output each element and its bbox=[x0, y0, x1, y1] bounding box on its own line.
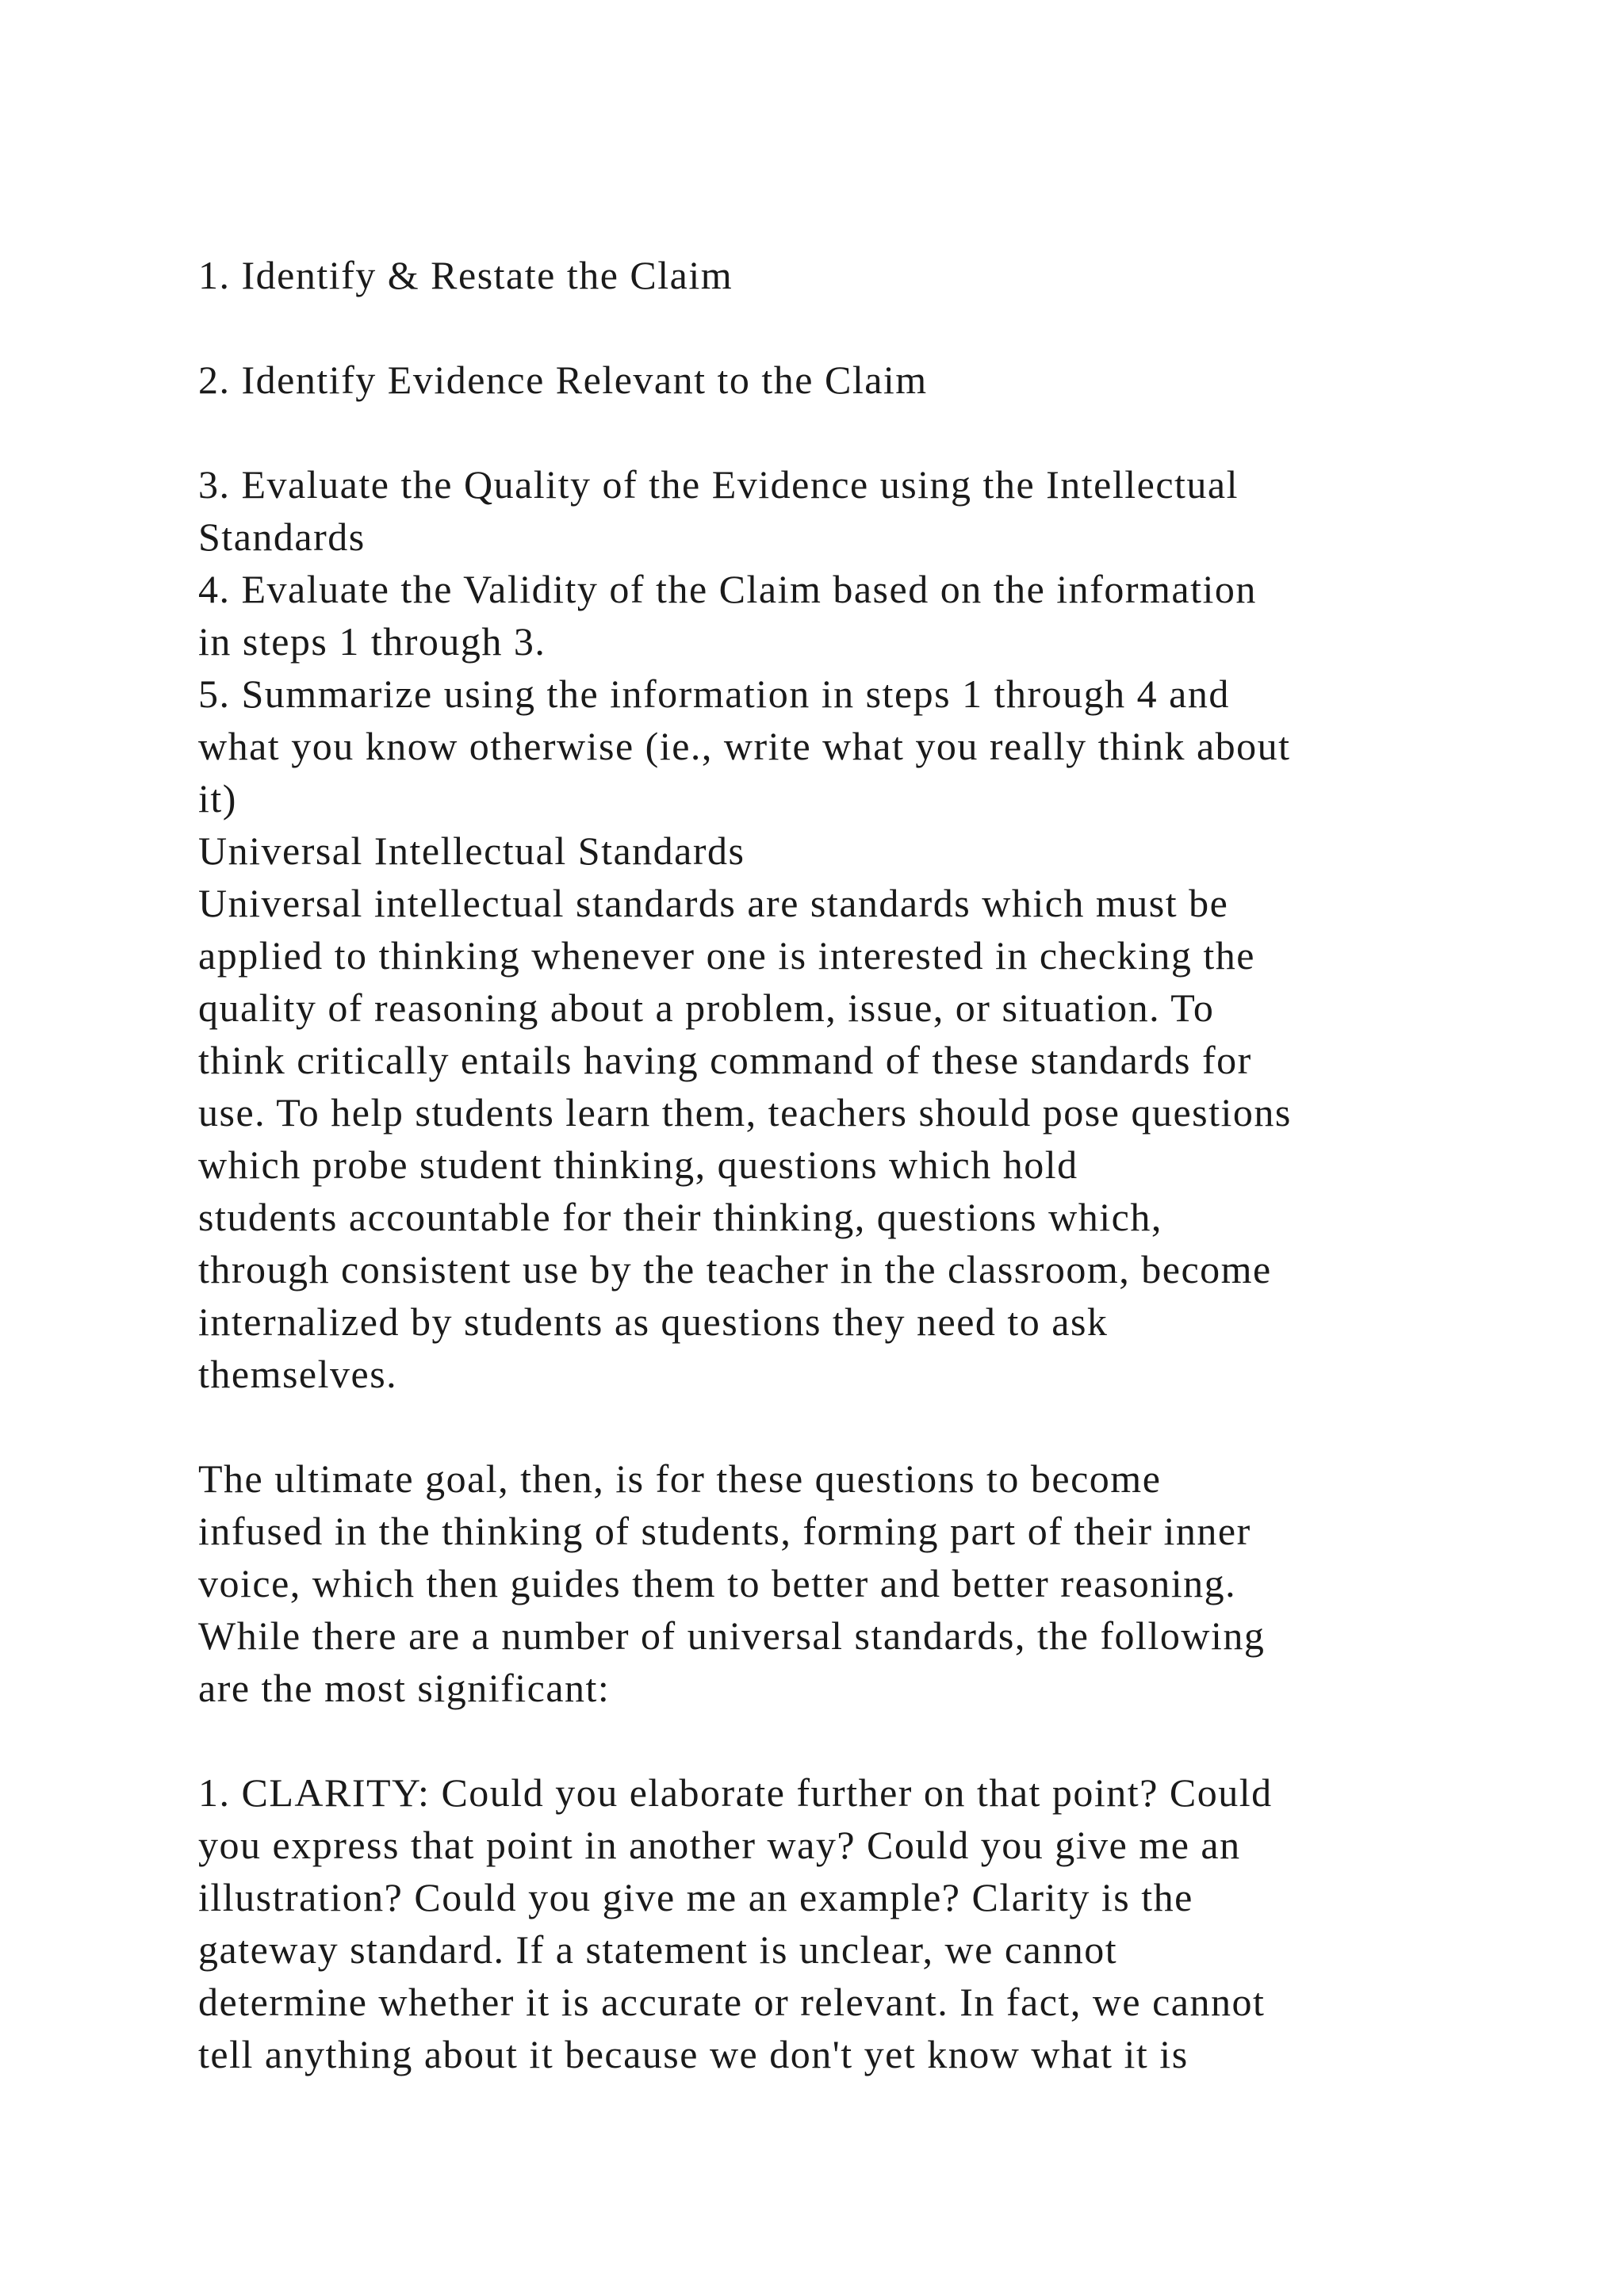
clarity-line: 1. CLARITY: Could you elaborate further on that point? Could bbox=[198, 1770, 1273, 1815]
paragraph-line: quality of reasoning about a problem, issue, or situation. To bbox=[198, 985, 1215, 1030]
clarity-line: you express that point in another way? Could you give me an bbox=[198, 1823, 1241, 1867]
paragraph-line: use. To help students learn them, teachers should pose questions bbox=[198, 1090, 1292, 1135]
clarity-line: determine whether it is accurate or relevant. In fact, we cannot bbox=[198, 1980, 1266, 2024]
step-1-line: 1. Identify & Restate the Claim bbox=[198, 253, 733, 297]
paragraph-line: themselves. bbox=[198, 1352, 398, 1396]
blank-line bbox=[198, 406, 1530, 458]
paragraph-line: While there are a number of universal standards, the following bbox=[198, 1613, 1266, 1658]
paragraph-line: internalized by students as questions they need to ask bbox=[198, 1299, 1109, 1344]
clarity-line: tell anything about it because we don't yet know what it is bbox=[198, 2032, 1189, 2076]
step-2-line: 2. Identify Evidence Relevant to the Claim bbox=[198, 358, 928, 402]
step-4-line: 4. Evaluate the Validity of the Claim based on the information bbox=[198, 567, 1257, 611]
paragraph-line: infused in the thinking of students, forming part of their inner bbox=[198, 1509, 1251, 1553]
step-3-line-cont: Standards bbox=[198, 515, 366, 559]
step-5-line-end: it) bbox=[198, 776, 237, 821]
paragraph-line: students accountable for their thinking, questions which, bbox=[198, 1195, 1162, 1239]
clarity-line: gateway standard. If a statement is unclear, we cannot bbox=[198, 1927, 1118, 1972]
paragraph-line: through consistent use by the teacher in the classroom, become bbox=[198, 1247, 1272, 1292]
blank-line bbox=[198, 1714, 1530, 1766]
blank-line bbox=[198, 301, 1530, 354]
paragraph-line: applied to thinking whenever one is interested in checking the bbox=[198, 933, 1255, 978]
paragraph-line: Universal intellectual standards are standards which must be bbox=[198, 881, 1229, 925]
section-heading: Universal Intellectual Standards bbox=[198, 828, 745, 873]
paragraph-line: voice, which then guides them to better and better reasoning. bbox=[198, 1561, 1237, 1605]
paragraph-line: are the most significant: bbox=[198, 1666, 611, 1710]
paragraph-line: which probe student thinking, questions which hold bbox=[198, 1142, 1078, 1187]
paragraph-line: think critically entails having command of these standards for bbox=[198, 1038, 1252, 1082]
blank-line bbox=[198, 1400, 1530, 1452]
clarity-line: illustration? Could you give me an example? Clarity is the bbox=[198, 1875, 1193, 1919]
step-5-line: 5. Summarize using the information in steps 1 through 4 and bbox=[198, 672, 1230, 716]
step-5-line-cont: what you know otherwise (ie., write what you really think about bbox=[198, 724, 1291, 768]
document-body bbox=[198, 249, 1530, 2080]
step-4-line-cont: in steps 1 through 3. bbox=[198, 619, 546, 664]
paragraph-line: The ultimate goal, then, is for these questions to become bbox=[198, 1456, 1162, 1501]
step-3-line: 3. Evaluate the Quality of the Evidence using the Intellectual bbox=[198, 462, 1239, 507]
